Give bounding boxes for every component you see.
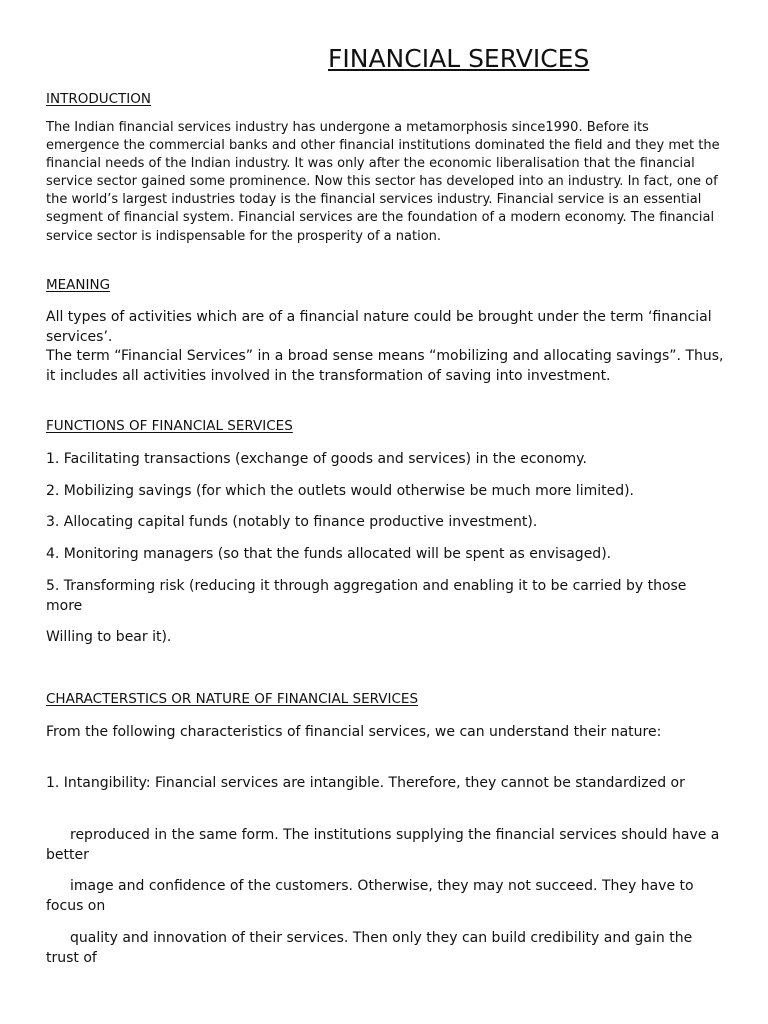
characteristics-line-3: image and confidence of the customers. Otherwise, they may not succeed. They have to focus on: [46, 878, 694, 914]
functions-item-3: 3. Allocating capital funds (notably to finance productive investment).: [46, 514, 538, 530]
characteristics-intro: From the following characteristics of financial services, we can understand their nature:: [46, 724, 662, 740]
page-title: FINANCIAL SERVICES: [328, 44, 590, 73]
characteristics-heading: CHARACTERSTICS OR NATURE OF FINANCIAL SERVICES: [46, 691, 419, 707]
functions-heading: FUNCTIONS OF FINANCIAL SERVICES: [46, 418, 293, 434]
meaning-heading: MEANING: [46, 277, 111, 293]
introduction-paragraph: The Indian financial services industry has undergone a metamorphosis since1990. Before its emergence the commercial banks and other financial institutions dominated the field and they met the financial needs of the Indian industry. It was only after the economic liberalisation that the financial service sector gained some prominence. Now this sector has developed into an industry. In fact, one of the world’s largest industries today is the financial services industry. Financial service is an essential segment of financial system. Financial services are the foundation of a modern economy. The financial service sector is indispensable for the prosperity of a nation.: [46, 120, 720, 244]
characteristics-line-4: quality and innovation of their services. Then only they can build credibility and gain the trust of: [46, 930, 693, 966]
characteristics-line-1: 1. Intangibility: Financial services are intangible. Therefore, they cannot be standardized or: [46, 775, 685, 791]
characteristics-line-2: reproduced in the same form. The institutions supplying the financial services should have a better: [46, 827, 720, 863]
functions-item-5: 5. Transforming risk (reducing it through aggregation and enabling it to be carried by those more: [46, 578, 687, 614]
functions-continuation: Willing to bear it).: [46, 629, 172, 645]
introduction-heading: INTRODUCTION: [46, 91, 151, 107]
functions-item-1: 1. Facilitating transactions (exchange of goods and services) in the economy.: [46, 451, 587, 467]
functions-item-2: 2. Mobilizing savings (for which the outlets would otherwise be much more limited).: [46, 483, 635, 499]
meaning-paragraph-2: The term “Financial Services” in a broad sense means “mobilizing and allocating savings”. Thus, it includes all activities involved in the transformation of saving into investment.: [46, 348, 724, 384]
functions-item-4: 4. Monitoring managers (so that the funds allocated will be spent as envisaged).: [46, 546, 612, 562]
meaning-paragraph-1: All types of activities which are of a financial nature could be brought under the term ‘financial services’.: [46, 309, 712, 345]
